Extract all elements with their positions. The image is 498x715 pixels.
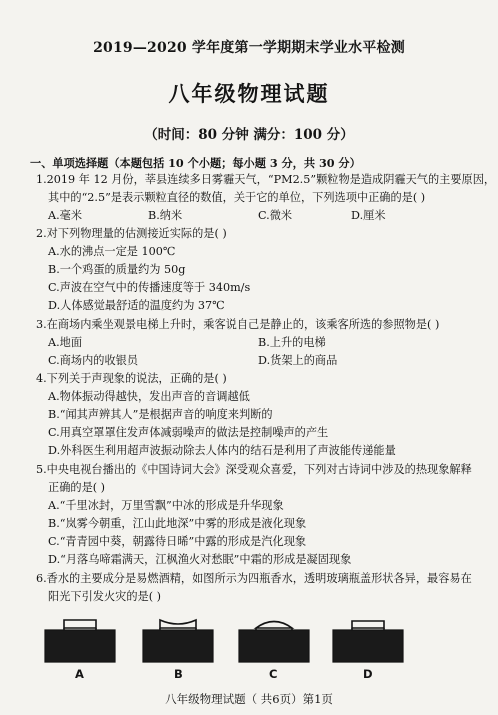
option-c: C.商场内的收银员 (48, 354, 139, 367)
option-a: A.物体振动得越快，发出声音的音调越低 (48, 390, 250, 403)
question-5-text-cont: 正确的是( ) (48, 481, 106, 494)
option-d: D.人体感觉最舒适的温度约为 37℃ (48, 299, 225, 312)
option-d: D.“月落乌啼霜满天，江枫渔火对愁眠”中霜的形成是凝固现象 (48, 553, 352, 566)
option-a: A.水的沸点一定是 100℃ (48, 245, 176, 258)
question-5-text: 5.中央电视台播出的《中国诗词大会》深受观众喜爱，下列对古诗词中涉及的热现象解释 (36, 463, 472, 476)
option-c: C.“青青园中葵，朝露待日晞”中露的形成是汽化现象 (48, 535, 307, 548)
question-1-options (48, 209, 468, 223)
question-3-options-row-1 (48, 336, 468, 350)
option-b: B.“闻其声辨其人”是根据声音的响度来判断的 (48, 408, 273, 421)
question-1-text: 1.2019 年 12 月份，莘县连续多日雾霾天气，“PM2.5”颗粒物是造成阴霾天气的主要原因， (36, 173, 496, 186)
perfume-bottle-b (138, 618, 218, 664)
question-6-text: 6.香水的主要成分是易燃酒精，如图所示为四瓶香水，透明玻璃瓶盖形状各异，最容易在 (36, 572, 472, 585)
option-a: A.地面 (48, 336, 83, 349)
figure-label-b: B (174, 667, 183, 681)
question-4-text: 4.下列关于声现象的说法，正确的是( ) (36, 372, 227, 385)
option-c: C.声波在空气中的传播速度等于 340m/s (48, 281, 251, 294)
page-footer: 八年级物理试题（ 共6页）第1页 (165, 692, 333, 706)
perfume-bottle-d (328, 618, 408, 664)
question-3-options-row-2 (48, 354, 468, 368)
paper-title: 八年级物理试题 (168, 81, 330, 106)
section-title: 一、单项选择题（本题包括 10 个小题；每小题 3 分，共 30 分） (30, 156, 361, 170)
exam-info: （时间：80 分钟 满分：100 分） (144, 127, 354, 143)
perfume-bottle-c (234, 618, 314, 664)
perfume-bottle-a (40, 618, 120, 664)
question-3-text: 3.在商场内乘坐观景电梯上升时，乘客说自己是静止的，该乘客所选的参照物是( ) (36, 318, 440, 331)
figure-label-a: A (75, 667, 84, 681)
figure-label-d: D (363, 667, 373, 681)
figure-label-c: C (269, 667, 278, 681)
option-b: B.上升的电梯 (258, 336, 326, 349)
question-6-text-cont: 阳光下引发火灾的是( ) (48, 590, 161, 603)
option-b: B.纳米 (148, 209, 183, 222)
option-b: B.一个鸡蛋的质量约为 50g (48, 263, 186, 276)
option-b: B.“岚雾今朝重，江山此地深”中雾的形成是液化现象 (48, 517, 307, 530)
exam-header: 2019—2020 学年度第一学期期末学业水平检测 (93, 40, 405, 56)
option-d: D.厘米 (351, 209, 386, 222)
option-a: A.“千里冰封，万里雪飘”中冰的形成是升华现象 (48, 499, 284, 512)
option-a: A.毫米 (48, 209, 83, 222)
option-d: D.货架上的商品 (258, 354, 338, 367)
option-d: D.外科医生利用超声波振动除去人体内的结石是利用了声波能传递能量 (48, 444, 396, 457)
question-2-text: 2.对下列物理量的估测接近实际的是( ) (36, 227, 227, 240)
option-c: C.用真空罩罩住发声体减弱噪声的做法是控制噪声的产生 (48, 426, 329, 439)
question-1-text-cont: 其中的“2.5”是表示颗粒直径的数值，关于它的单位，下列选项中正确的是( ) (48, 191, 426, 204)
option-c: C.微米 (258, 209, 293, 222)
